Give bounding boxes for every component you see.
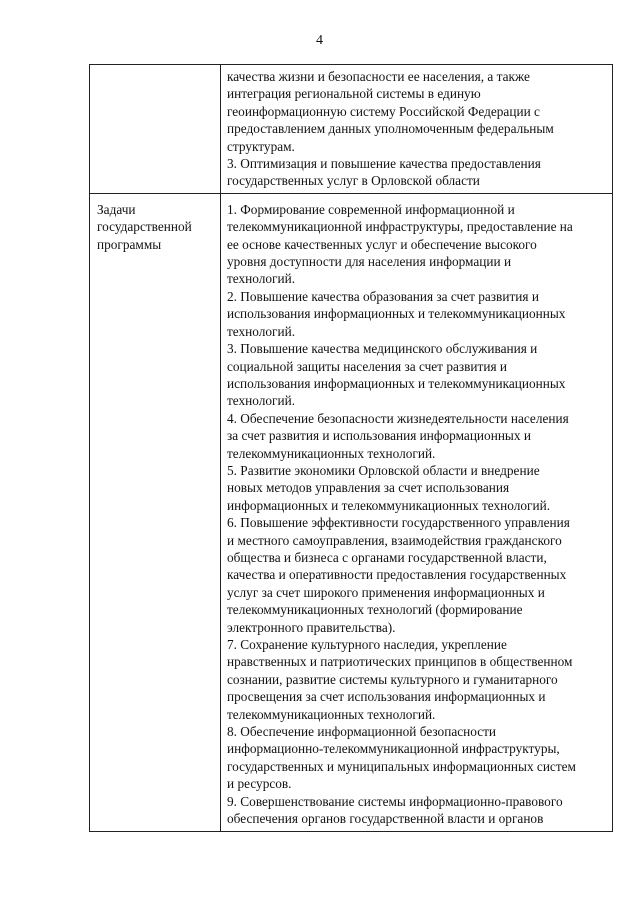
label-line: программы — [97, 236, 162, 252]
program-passport-table — [89, 64, 613, 832]
task-line: телекоммуникационных технологий. — [227, 706, 436, 722]
task-line: технологий. — [227, 323, 296, 339]
task-line: социальной защиты населения за счет развития и — [227, 358, 507, 374]
task-line: электронного правительства). — [227, 619, 396, 635]
task-line: качества и оперативности предоставления государственных — [227, 567, 567, 583]
task-line: 2. Повышение качества образования за счет развития и — [227, 288, 539, 304]
page-number: 4 — [316, 33, 323, 48]
task-line: 7. Сохранение культурного наследия, укрепление — [227, 637, 507, 652]
label-cell-text — [90, 65, 220, 67]
label-cell-text — [90, 194, 220, 253]
task-line: 9. Совершенствование системы информационно-правового — [227, 793, 563, 809]
content-line: 3. Оптимизация и повышение качества предоставления — [227, 156, 541, 172]
label-cell-program-tasks — [90, 193, 221, 832]
content-line: предоставлением данных уполномоченным федеральным — [227, 121, 554, 137]
task-line: использования информационных и телекоммуникационных — [227, 375, 566, 391]
task-line: государственных и муниципальных информационных систем — [227, 758, 576, 774]
task-line: просвещения за счет использования информационных и — [227, 689, 546, 705]
task-line: телекоммуникационных технологий. — [227, 445, 436, 461]
content-cell — [221, 65, 613, 194]
content-cell-task-list — [221, 193, 613, 832]
task-line: 5. Развитие экономики Орловской области и внедрение — [227, 462, 540, 478]
task-line: информационно-телекоммуникационной инфраструктуры, — [227, 741, 560, 757]
task-line: услуг за счет широкого применения информационных и — [227, 584, 545, 600]
task-line: за счет развития и использования информационных и — [227, 428, 531, 444]
task-line: технологий. — [227, 393, 296, 409]
task-line: информационных и телекоммуникационных технологий. — [227, 497, 551, 513]
task-line: 8. Обеспечение информационной безопасности — [227, 724, 497, 740]
task-line: телекоммуникационной инфраструктуры, предоставление на — [227, 219, 573, 235]
task-list-text — [221, 194, 612, 832]
content-line: интеграция региональной системы в единую — [227, 86, 481, 102]
task-line: нравственных и патриотических принципов в общественном — [227, 654, 573, 670]
task-line: и местного самоуправления, взаимодействия гражданского — [227, 532, 562, 548]
label-cell-empty — [90, 65, 221, 194]
task-line: 4. Обеспечение безопасности жизнедеятельности населения — [227, 410, 569, 426]
content-cell-text — [221, 65, 612, 193]
task-line: уровня доступности для населения информации и — [227, 254, 512, 270]
content-line: геоинформационную систему Российской Федерации с — [227, 103, 540, 119]
task-line: использования информационных и телекоммуникационных — [227, 306, 566, 322]
content-line: качества жизни и безопасности ее населения, а также — [227, 69, 530, 84]
task-line: и ресурсов. — [227, 776, 292, 792]
task-line: 3. Повышение качества медицинского обслуживания и — [227, 341, 538, 357]
task-line: 1. Формирование современной информационной и — [227, 201, 515, 217]
table-row-program-tasks — [90, 193, 613, 832]
content-line: государственных услуг в Орловской области — [227, 173, 480, 189]
task-line: новых методов управления за счет использования — [227, 480, 510, 496]
task-line: технологий. — [227, 271, 296, 287]
task-line: сознании, развитие системы культурного и гуманитарного — [227, 671, 558, 687]
task-line: общества и бизнеса с органами государственной власти, — [227, 549, 547, 565]
label-line: государственной — [97, 219, 192, 235]
task-line: обеспечения органов государственной власти и органов — [227, 811, 544, 827]
task-line: ее основе качественных услуг и обеспечение высокого — [227, 236, 537, 252]
task-line: телекоммуникационных технологий (формирование — [227, 602, 523, 618]
table-row-objectives-continued — [90, 65, 613, 194]
content-line: структурам. — [227, 138, 295, 154]
task-line: 6. Повышение эффективности государственного управления — [227, 515, 570, 531]
label-line: Задачи — [97, 201, 136, 217]
